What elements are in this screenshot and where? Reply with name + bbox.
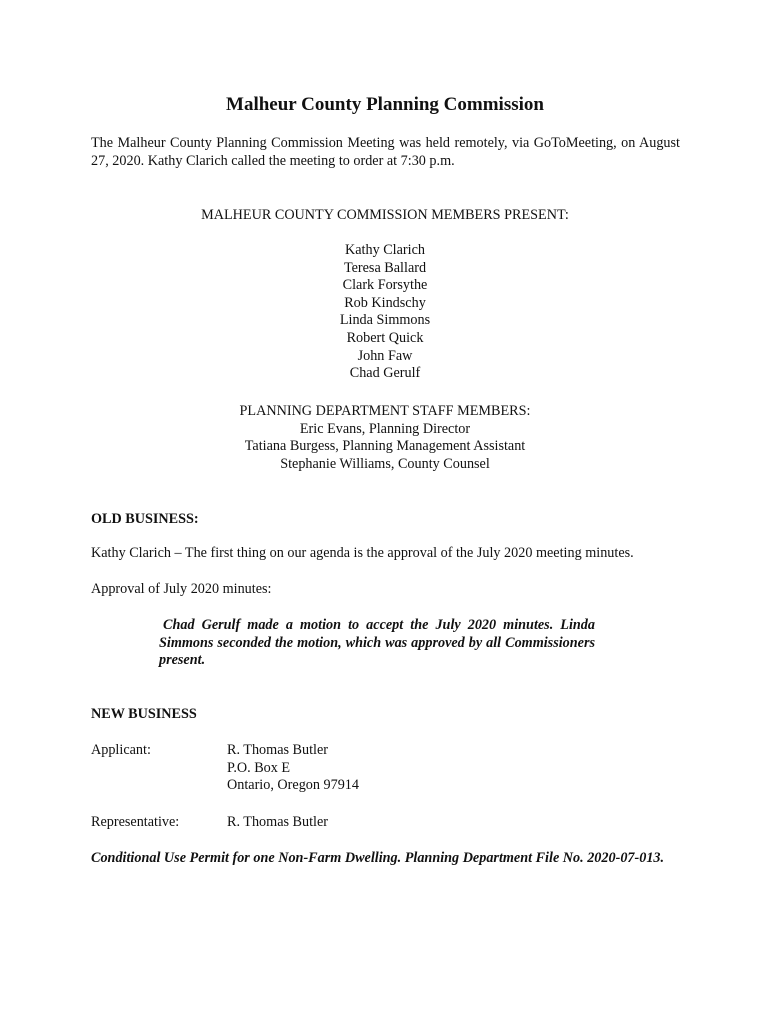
members-heading: MALHEUR COUNTY COMMISSION MEMBERS PRESENT:: [201, 207, 569, 223]
applicant-name: R. Thomas Butler: [227, 742, 329, 758]
applicant-label: Applicant:: [91, 742, 151, 758]
member-name: John Faw: [357, 347, 413, 364]
staff-member: Eric Evans, Planning Director: [299, 420, 471, 437]
representative-name: R. Thomas Butler: [227, 814, 329, 830]
member-name: Chad Gerulf: [349, 365, 421, 382]
member-name: Clark Forsythe: [342, 277, 428, 294]
motion-paragraph: Chad Gerulf made a motion to accept the July 2020 minutes. Linda Simmons seconded the motion, which was approved by all Commissioners present.: [159, 617, 595, 669]
member-name: Linda Simmons: [339, 312, 431, 329]
staff-member: Tatiana Burgess, Planning Management Assistant: [244, 438, 526, 455]
new-business-heading: NEW BUSINESS: [91, 706, 197, 722]
representative-label: Representative:: [91, 814, 180, 830]
old-business-heading: OLD BUSINESS:: [91, 511, 199, 527]
member-name: Robert Quick: [346, 329, 424, 346]
page-title: Malheur County Planning Commission: [226, 94, 544, 115]
members-list: [0, 242, 770, 383]
staff-member: Stephanie Williams, County Counsel: [280, 455, 490, 472]
intro-text: The Malheur County Planning Commission Meeting was held remotely, via GoToMeeting, on August 27, 2020. Kathy Clarich called the meeting to order at 7:30 p.m.: [91, 135, 680, 169]
permit-heading: Conditional Use Permit for one Non-Farm Dwelling. Planning Department File No. 2020-07-013.: [91, 850, 665, 866]
old-business-statement: Kathy Clarich – The first thing on our agenda is the approval of the July 2020 meeting minutes.: [91, 545, 634, 561]
applicant-address: [227, 742, 359, 795]
applicant-po-box: P.O. Box E: [227, 759, 291, 776]
staff-heading: PLANNING DEPARTMENT STAFF MEMBERS:: [239, 403, 531, 419]
applicant-city: Ontario, Oregon 97914: [227, 777, 359, 794]
member-name: Teresa Ballard: [343, 259, 427, 276]
staff-list: [0, 403, 770, 473]
member-name: Rob Kindschy: [344, 294, 426, 311]
member-name: Kathy Clarich: [345, 242, 425, 258]
approval-label: Approval of July 2020 minutes:: [91, 581, 272, 597]
intro-paragraph: [91, 135, 680, 170]
